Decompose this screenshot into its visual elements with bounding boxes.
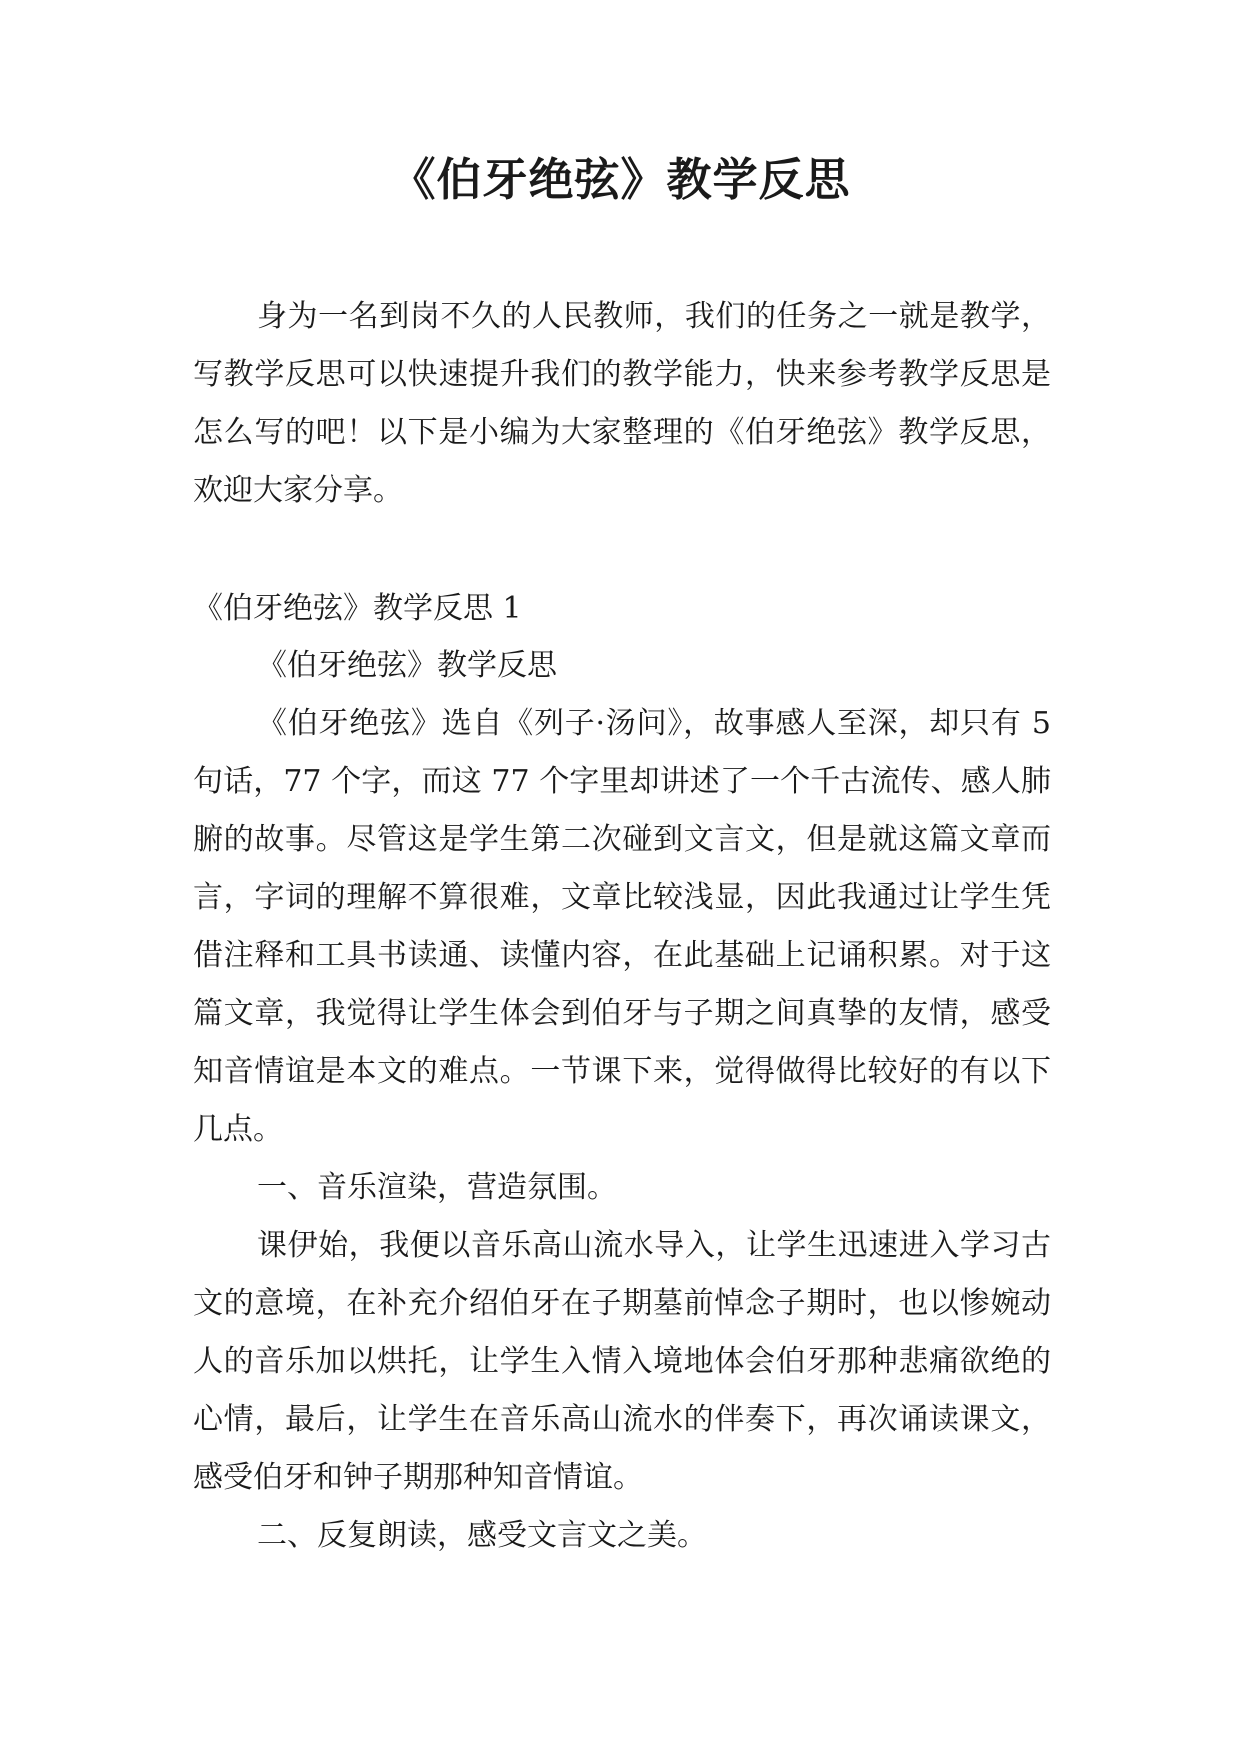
body-paragraph: 课伊始，我便以音乐高山流水导入，让学生迅速进入学习古文的意境，在补充介绍伯牙在子期墓前悼念子期时，也以惨婉动人的音乐加以烘托，让学生入情入境地体会伯牙那种悲痛欲绝的心情，最后，让学生在音乐高山流水的伴奏下，再次诵读课文，感受伯牙和钟子期那种知音情谊。 — [193, 1228, 1051, 1495]
body-paragraph: 《伯牙绝弦》选自《列子·汤问》，故事感人至深，却只有 5 句话，77 个字，而这 77 个字里却讲述了一个千古流传、感人肺腑的故事。尽管这是学生第二次碰到文言文，但是就这篇文章而言，字词的理解不算很难，文章比较浅显，因此我通过让学生凭借注释和工具书读通、读懂内容，在此基础上记诵积累。对于这篇文章，我觉得让学生体会到伯牙与子期之间真挚的友情，感受知音情谊是本文的难点。一节课下来，觉得做得比较好的有以下几点。 — [193, 706, 1051, 1147]
intro-paragraph: 身为一名到岗不久的人民教师，我们的任务之一就是教学，写教学反思可以快速提升我们的教学能力，快来参考教学反思是怎么写的吧！以下是小编为大家整理的《伯牙绝弦》教学反思，欢迎大家分享。 — [193, 299, 1051, 508]
section-title: 《伯牙绝弦》教学反思 1 — [193, 591, 522, 626]
section-body — [193, 637, 1051, 1565]
point-heading-2: 二、反复朗读，感受文言文之美。 — [257, 1518, 707, 1553]
document-title: 《伯牙绝弦》教学反思 — [390, 153, 851, 206]
point-heading-1: 一、音乐渲染，营造氛围。 — [257, 1170, 617, 1205]
subtitle-paragraph: 《伯牙绝弦》教学反思 — [257, 648, 557, 683]
